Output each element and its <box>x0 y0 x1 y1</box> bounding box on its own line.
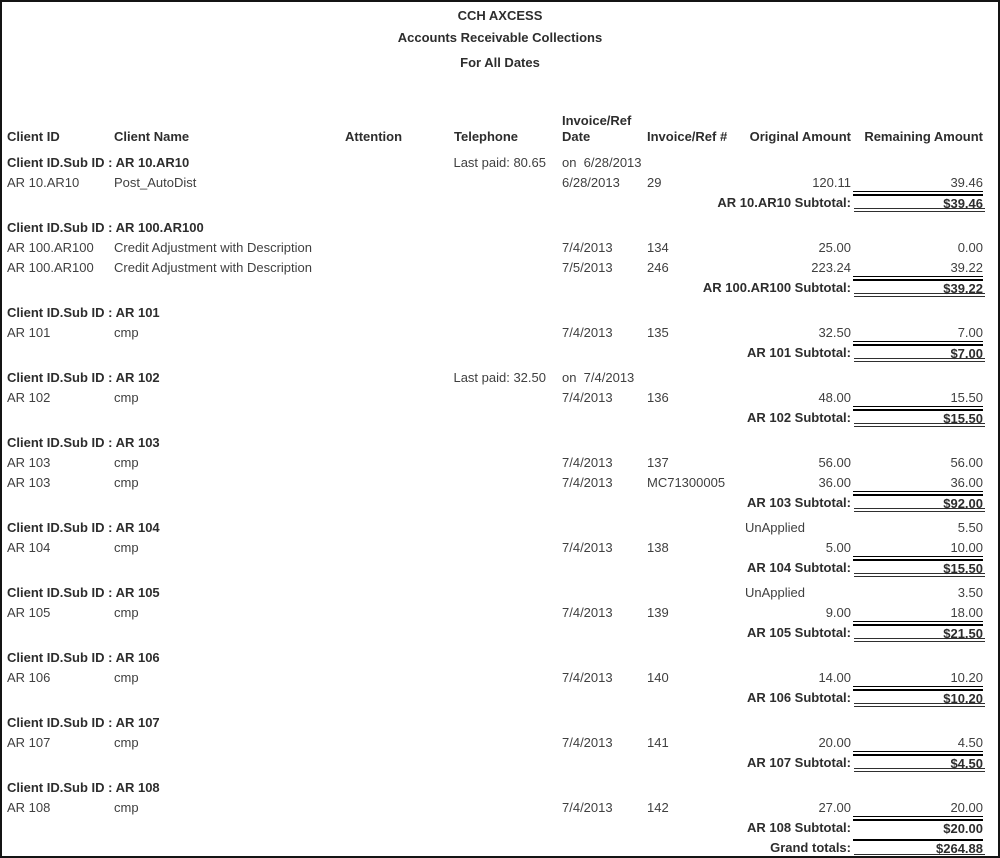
group-header-row <box>2 368 998 388</box>
subtotal-row <box>2 753 998 773</box>
cell-original-amount: 223.24 <box>811 260 851 275</box>
cell-invoice-date: 7/4/2013 <box>562 670 613 685</box>
invoice-row <box>2 798 998 818</box>
cell-invoice-date: 6/28/2013 <box>562 175 620 190</box>
group-header-row <box>2 218 998 238</box>
cell-invoice-ref-num: 134 <box>647 240 669 255</box>
cell-invoice-date: 7/4/2013 <box>562 800 613 815</box>
cell-client-name: Credit Adjustment with Description <box>114 240 312 255</box>
invoice-row <box>2 668 998 688</box>
report-body <box>2 148 998 858</box>
client-group <box>2 518 998 578</box>
column-header-invoice-ref: Invoice/Ref <box>562 113 632 128</box>
cell-invoice-date: 7/4/2013 <box>562 605 613 620</box>
cell-original-amount: 36.00 <box>818 475 851 490</box>
cell-client-name: cmp <box>114 605 139 620</box>
subtotal-label: AR 105 Subtotal: <box>746 625 851 640</box>
group-header-row <box>2 648 998 668</box>
cell-invoice-ref-num: 140 <box>647 670 669 685</box>
cell-invoice-ref-num: 136 <box>647 390 669 405</box>
subtotal-value: $21.50 <box>853 624 983 642</box>
cell-invoice-date: 7/5/2013 <box>562 260 613 275</box>
grand-total-value: $264.88 <box>853 839 983 857</box>
subtotal-row <box>2 623 998 643</box>
last-paid-date: on 6/28/2013 <box>562 155 642 170</box>
cell-invoice-date: 7/4/2013 <box>562 475 613 490</box>
cell-remaining-amount: 10.00 <box>853 538 983 557</box>
client-group <box>2 433 998 513</box>
subtotal-label: AR 103 Subtotal: <box>746 495 851 510</box>
cell-client-name: cmp <box>114 455 139 470</box>
subtotal-label: AR 10.AR10 Subtotal: <box>717 195 851 210</box>
cell-original-amount: 48.00 <box>818 390 851 405</box>
unapplied-amount: 5.50 <box>957 520 983 535</box>
grand-total-underline <box>854 854 985 855</box>
unapplied-label: UnApplied <box>745 520 805 535</box>
subtotal-row <box>2 688 998 708</box>
group-header-row <box>2 433 998 453</box>
group-header-label: Client ID.Sub ID : AR 101 <box>7 305 160 320</box>
column-header-client-id: Client ID <box>7 129 60 144</box>
group-header-label: Client ID.Sub ID : AR 104 <box>7 520 160 535</box>
group-header-row <box>2 303 998 323</box>
subtotal-row <box>2 193 998 213</box>
cell-client-id: AR 106 <box>7 670 51 685</box>
cell-remaining-amount: 20.00 <box>853 798 983 817</box>
cell-client-name: cmp <box>114 475 139 490</box>
cell-client-id: AR 101 <box>7 325 51 340</box>
grand-total-label: Grand totals: <box>770 840 851 855</box>
subtotal-double-underline <box>854 293 985 297</box>
last-paid-amount: Last paid: 32.50 <box>453 370 546 385</box>
column-header-remaining-amount: Remaining Amount <box>864 129 983 144</box>
cell-client-name: cmp <box>114 670 139 685</box>
cell-client-id: AR 105 <box>7 605 51 620</box>
subtotal-double-underline <box>854 703 985 707</box>
subtotal-value: $4.50 <box>853 754 983 772</box>
subtotal-value: $7.00 <box>853 344 983 362</box>
last-paid-date: on 7/4/2013 <box>562 370 635 385</box>
cell-client-name: cmp <box>114 735 139 750</box>
cell-client-id: AR 108 <box>7 800 51 815</box>
app-title: CCH AXCESS <box>457 8 543 23</box>
subtotal-double-underline <box>854 423 985 427</box>
cell-invoice-date: 7/4/2013 <box>562 325 613 340</box>
group-header-row <box>2 153 998 173</box>
column-header-row <box>2 110 998 148</box>
subtotal-double-underline <box>854 573 985 577</box>
group-header-label: Client ID.Sub ID : AR 103 <box>7 435 160 450</box>
cell-client-id: AR 103 <box>7 455 51 470</box>
subtotal-label: AR 106 Subtotal: <box>746 690 851 705</box>
client-group <box>2 713 998 773</box>
invoice-row <box>2 258 998 278</box>
column-header-telephone: Telephone <box>454 129 519 144</box>
cell-invoice-date: 7/4/2013 <box>562 240 613 255</box>
group-header-label: Client ID.Sub ID : AR 10.AR10 <box>7 155 190 170</box>
cell-remaining-amount: 56.00 <box>950 455 983 470</box>
subtotal-row <box>2 558 998 578</box>
cell-invoice-date: 7/4/2013 <box>562 455 613 470</box>
cell-remaining-amount: 4.50 <box>853 733 983 752</box>
subtotal-row <box>2 408 998 428</box>
column-header-original-amount: Original Amount <box>749 129 851 144</box>
cell-client-name: cmp <box>114 800 139 815</box>
cell-remaining-amount: 7.00 <box>853 323 983 342</box>
subtotal-value: $15.50 <box>853 409 983 427</box>
subtotal-row <box>2 493 998 513</box>
cell-invoice-date: 7/4/2013 <box>562 390 613 405</box>
subtotal-value: $92.00 <box>853 494 983 512</box>
subtotal-row <box>2 818 998 838</box>
cell-original-amount: 27.00 <box>818 800 851 815</box>
subtotal-row <box>2 278 998 298</box>
cell-client-id: AR 104 <box>7 540 51 555</box>
subtotal-value: $39.46 <box>853 194 983 212</box>
group-header-label: Client ID.Sub ID : AR 106 <box>7 650 160 665</box>
cell-invoice-ref-num: 139 <box>647 605 669 620</box>
cell-invoice-ref-num: 141 <box>647 735 669 750</box>
cell-original-amount: 120.11 <box>812 175 851 190</box>
cell-remaining-amount: 0.00 <box>957 240 983 255</box>
cell-original-amount: 20.00 <box>818 735 851 750</box>
cell-client-id: AR 107 <box>7 735 51 750</box>
subtotal-value: $10.20 <box>853 689 983 707</box>
cell-remaining-amount: 10.20 <box>853 668 983 687</box>
cell-remaining-amount: 39.46 <box>853 173 983 192</box>
column-header-invoice-date: Date <box>562 129 591 144</box>
cell-remaining-amount: 18.00 <box>853 603 983 622</box>
cell-invoice-ref-num: MC71300005 <box>647 475 726 490</box>
invoice-row <box>2 238 998 258</box>
last-paid-amount: Last paid: 80.65 <box>453 155 546 170</box>
client-group <box>2 303 998 363</box>
cell-client-name: cmp <box>114 540 139 555</box>
subtotal-label: AR 104 Subtotal: <box>746 560 851 575</box>
cell-remaining-amount: 36.00 <box>853 473 983 492</box>
subtotal-value: $39.22 <box>853 279 983 297</box>
group-header-label: Client ID.Sub ID : AR 102 <box>7 370 160 385</box>
subtotal-label: AR 107 Subtotal: <box>746 755 851 770</box>
cell-client-name: cmp <box>114 390 139 405</box>
column-header-client-name: Client Name <box>114 129 190 144</box>
subtotal-label: AR 108 Subtotal: <box>746 820 851 835</box>
cell-invoice-ref-num: 142 <box>647 800 669 815</box>
group-header-label: Client ID.Sub ID : AR 107 <box>7 715 160 730</box>
cell-client-name: Post_AutoDist <box>114 175 197 190</box>
client-group <box>2 778 998 838</box>
cell-original-amount: 32.50 <box>818 325 851 340</box>
group-header-label: Client ID.Sub ID : AR 108 <box>7 780 160 795</box>
cell-invoice-ref-num: 137 <box>647 455 669 470</box>
cell-client-name: cmp <box>114 325 139 340</box>
subtotal-double-underline <box>854 358 985 362</box>
group-header-row <box>2 583 998 603</box>
cell-client-id: AR 100.AR100 <box>7 240 94 255</box>
group-header-label: Client ID.Sub ID : AR 100.AR100 <box>7 220 204 235</box>
cell-invoice-date: 7/4/2013 <box>562 735 613 750</box>
client-group <box>2 583 998 643</box>
cell-original-amount: 56.00 <box>818 455 851 470</box>
subtotal-row <box>2 343 998 363</box>
invoice-row <box>2 733 998 753</box>
subtotal-label: AR 101 Subtotal: <box>746 345 851 360</box>
cell-client-id: AR 103 <box>7 475 51 490</box>
client-group <box>2 648 998 708</box>
group-header-row <box>2 518 998 538</box>
grand-total-row <box>2 838 998 858</box>
subtotal-double-underline <box>854 768 985 772</box>
subtotal-value: $20.00 <box>853 819 983 837</box>
cell-original-amount: 5.00 <box>825 540 851 555</box>
cell-remaining-amount: 15.50 <box>853 388 983 407</box>
invoice-row <box>2 388 998 408</box>
report-title: Accounts Receivable Collections <box>397 30 603 45</box>
group-header-label: Client ID.Sub ID : AR 105 <box>7 585 160 600</box>
column-header-attention: Attention <box>345 129 403 144</box>
subtotal-double-underline <box>854 208 985 212</box>
subtotal-double-underline <box>854 508 985 512</box>
cell-client-name: Credit Adjustment with Description <box>114 260 312 275</box>
invoice-row <box>2 323 998 343</box>
client-group <box>2 218 998 298</box>
cell-original-amount: 14.00 <box>818 670 851 685</box>
subtotal-label: AR 102 Subtotal: <box>746 410 851 425</box>
cell-remaining-amount: 39.22 <box>853 258 983 277</box>
cell-invoice-ref-num: 29 <box>647 175 662 190</box>
invoice-row <box>2 538 998 558</box>
client-group <box>2 368 998 428</box>
unapplied-amount: 3.50 <box>957 585 983 600</box>
cell-original-amount: 25.00 <box>818 240 851 255</box>
cell-client-id: AR 102 <box>7 390 51 405</box>
cell-invoice-ref-num: 246 <box>647 260 669 275</box>
subtotal-double-underline <box>854 638 985 642</box>
report-date-range: For All Dates <box>460 55 540 70</box>
group-header-row <box>2 778 998 798</box>
unapplied-label: UnApplied <box>745 585 805 600</box>
cell-original-amount: 9.00 <box>825 605 851 620</box>
cell-invoice-ref-num: 135 <box>647 325 669 340</box>
invoice-row <box>2 473 998 493</box>
client-group <box>2 153 998 213</box>
subtotal-label: AR 100.AR100 Subtotal: <box>702 280 851 295</box>
subtotal-value: $15.50 <box>853 559 983 577</box>
cell-invoice-date: 7/4/2013 <box>562 540 613 555</box>
cell-invoice-ref-num: 138 <box>647 540 669 555</box>
invoice-row <box>2 453 998 473</box>
invoice-row <box>2 173 998 193</box>
column-header-invoice-ref-num: Invoice/Ref # <box>647 129 728 144</box>
cell-client-id: AR 10.AR10 <box>7 175 80 190</box>
cell-client-id: AR 100.AR100 <box>7 260 94 275</box>
invoice-row <box>2 603 998 623</box>
group-header-row <box>2 713 998 733</box>
